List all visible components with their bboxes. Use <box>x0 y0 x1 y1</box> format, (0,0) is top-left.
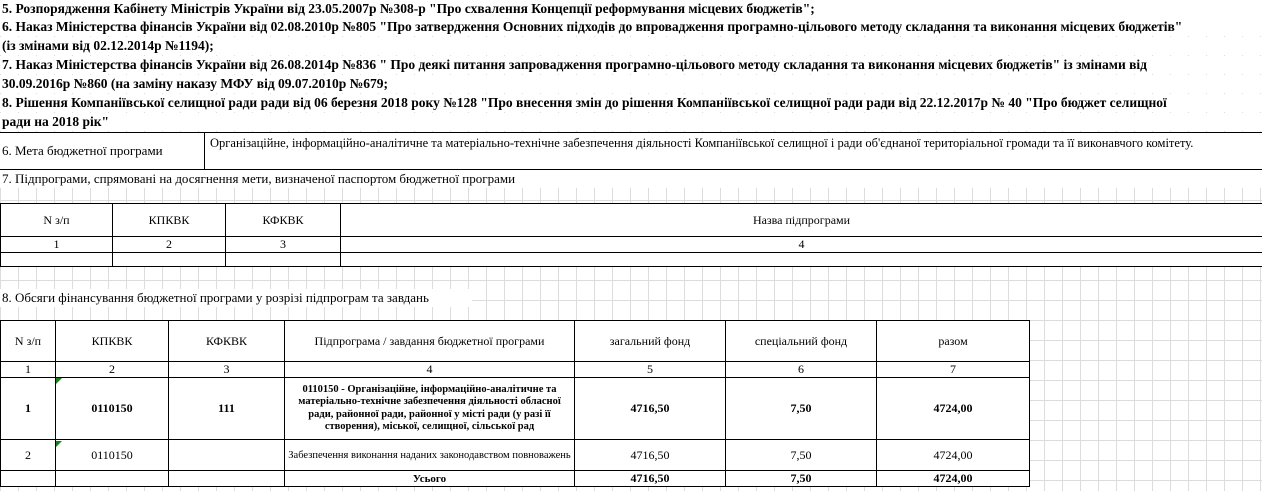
subprograms-header-row <box>1 204 1262 237</box>
subprograms-heading: 7. Підпрограми, спрямовані на досягнення мети, визначеної паспортом бюджетної програми <box>0 170 1262 188</box>
col-number: 5 <box>575 362 726 378</box>
cell-marker-icon <box>56 441 62 447</box>
total-sum: 4724,00 <box>877 471 1030 487</box>
financing-number-row <box>1 362 1030 378</box>
col-number: 4 <box>285 362 575 378</box>
col-header-n: N з/п <box>1 204 113 237</box>
goal-text: Організаційне, інформаційно-аналітичне та матеріально-технічне забезпечення діяльності Компаніївської селищної і ради об'єднаної територіальної громади та її виконавчого комітету. <box>210 136 1194 150</box>
col-header-subprogram-name: Назва підпрограми <box>341 204 1262 237</box>
legal-basis-line-7-cont: 30.09.2016р №860 (на заміну наказу МФУ від 09.07.2010р №679; <box>0 75 1262 93</box>
legal-basis-line-6-cont: (із змінами від 02.12.2014р №1194); <box>0 37 1262 55</box>
subprograms-table <box>0 203 1262 267</box>
col-number: 2 <box>113 237 226 253</box>
col-header-kfkvk: КФКВК <box>169 321 285 362</box>
cell-marker-icon <box>56 378 62 384</box>
legal-basis-line-8: 8. Рішення Компаніївської селищної ради ради від 06 березня 2018 року №128 "Про внесення змін до рішення Компаніївської селищної ради ради від 22.12.2017р № 40 "Про бюджет селищної <box>0 94 1262 112</box>
row-kpkvk: 0110150 <box>56 378 169 440</box>
goal-section <box>0 132 1262 170</box>
total-label: Усього <box>285 471 575 487</box>
row-task-name: 0110150 - Організаційне, інформаційно-аналітичне та матеріально-технічне забезпечення діяльності обласної ради, районної ради, районної у місті ради (у разі її створення), міської, селищної, сільської рад <box>285 378 575 440</box>
col-number: 6 <box>726 362 877 378</box>
col-header-task-name: Підпрограма / завдання бюджетної програми <box>285 321 575 362</box>
legal-basis-line-7: 7. Наказ Міністерства фінансів України від 26.08.2014р №836 " Про деякі питання запровадження програмно-цільового методу складання та виконання місцевих бюджетів" із змінами від <box>0 56 1262 74</box>
legal-basis-line-8-cont: ради на 2018 рік" <box>0 113 1262 131</box>
col-header-kfkvk: КФКВК <box>226 204 341 237</box>
row-kfkvk <box>169 440 285 471</box>
col-header-kpkvk: КПКВК <box>113 204 226 237</box>
empty-cell <box>1 471 56 487</box>
col-number: 3 <box>226 237 341 253</box>
subprograms-empty-row <box>1 253 1262 267</box>
financing-heading: 8. Обсяги фінансування бюджетної програми у розрізі підпрограм та завдань <box>0 289 472 307</box>
col-number: 2 <box>56 362 169 378</box>
empty-cell <box>226 253 341 267</box>
empty-cell <box>56 471 169 487</box>
col-header-total: разом <box>877 321 1030 362</box>
total-row <box>1 471 1030 487</box>
row-special-fund: 7,50 <box>726 378 877 440</box>
col-number: 3 <box>169 362 285 378</box>
goal-label: 6. Мета бюджетної програми <box>2 143 163 158</box>
col-header-kpkvk: КПКВК <box>56 321 169 362</box>
row-general-fund: 4716,50 <box>575 378 726 440</box>
table-row <box>1 440 1030 471</box>
financing-table <box>0 320 1030 487</box>
total-general-fund: 4716,50 <box>575 471 726 487</box>
row-total: 4724,00 <box>877 378 1030 440</box>
financing-header-row <box>1 321 1030 362</box>
row-kpkvk: 0110150 <box>56 440 169 471</box>
col-number: 1 <box>1 237 113 253</box>
col-header-general-fund: загальний фонд <box>575 321 726 362</box>
table-row <box>1 378 1030 440</box>
col-number: 7 <box>877 362 1030 378</box>
row-total: 4724,00 <box>877 440 1030 471</box>
legal-basis-line-6: 6. Наказ Міністерства фінансів України від 02.08.2010р №805 "Про затвердження Основних підходів до впровадження програмно-цільового методу складання та виконання місцевих бюджетів" <box>0 18 1262 36</box>
row-number: 1 <box>1 378 56 440</box>
subprograms-number-row <box>1 237 1262 253</box>
empty-cell <box>1 253 113 267</box>
row-kfkvk: 111 <box>169 378 285 440</box>
row-task-name: Забезпечення виконання наданих законодавством повноважень <box>285 440 575 471</box>
empty-cell <box>341 253 1262 267</box>
goal-divider <box>204 133 205 169</box>
col-number: 1 <box>1 362 56 378</box>
empty-cell <box>169 471 285 487</box>
row-number: 2 <box>1 440 56 471</box>
total-special-fund: 7,50 <box>726 471 877 487</box>
col-header-special-fund: спеціальний фонд <box>726 321 877 362</box>
col-number: 4 <box>341 237 1262 253</box>
col-header-n: N з/п <box>1 321 56 362</box>
row-special-fund: 7,50 <box>726 440 877 471</box>
empty-cell <box>113 253 226 267</box>
legal-basis-line-5: 5. Розпорядження Кабінету Міністрів України від 23.05.2007р №308-р "Про схвалення Концепції реформування місцевих бюджетів"; <box>0 0 1262 18</box>
row-general-fund: 4716,50 <box>575 440 726 471</box>
